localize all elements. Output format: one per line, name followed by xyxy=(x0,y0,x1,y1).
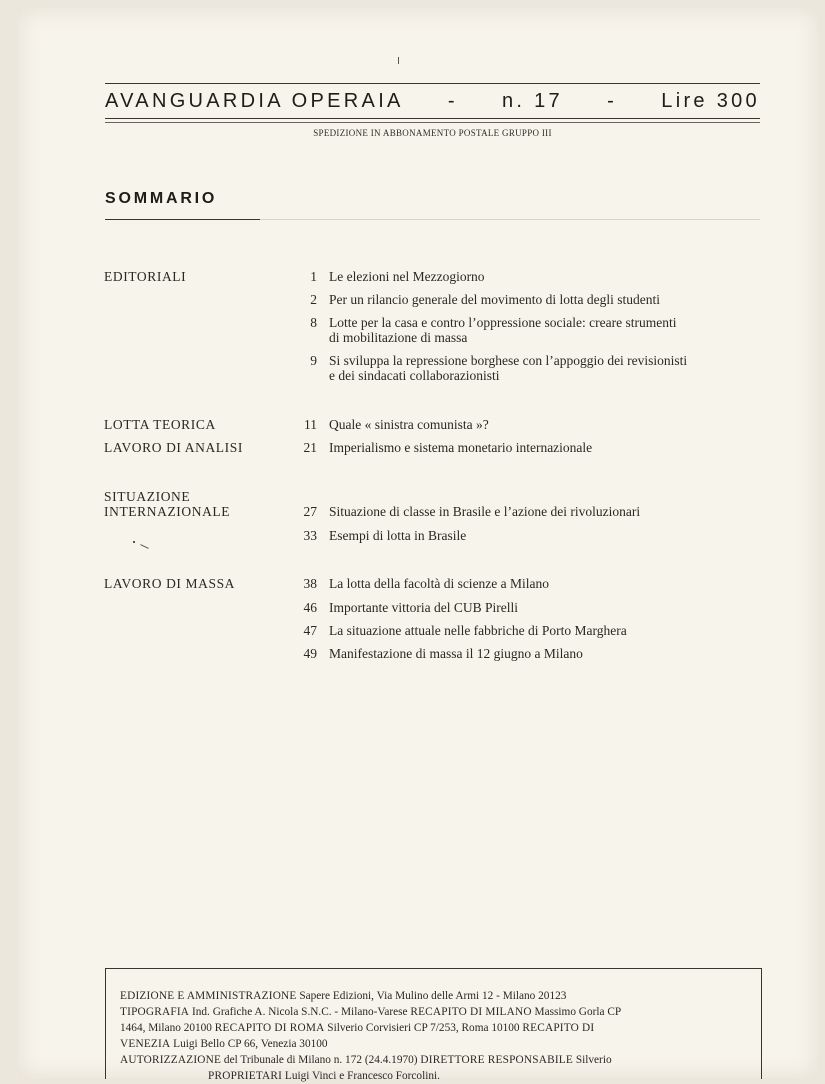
toc-category: SITUAZIONE xyxy=(104,489,191,504)
toc-entry-title: La lotta della facoltà di scienze a Milano xyxy=(329,576,550,591)
imprint-line xyxy=(120,1052,744,1068)
toc-page-number: 9 xyxy=(310,353,317,368)
imprint-line xyxy=(120,1020,744,1036)
toc-entry-title: La situazione attuale nelle fabbriche di Porto Marghera xyxy=(329,623,627,638)
document-page xyxy=(18,8,818,1078)
toc-entry xyxy=(329,623,769,638)
toc-page-number: 1 xyxy=(310,269,317,284)
imprint-value: Ind. Grafiche A. Nicola S.N.C. - Milano-Varese xyxy=(189,1006,411,1018)
imprint-label: RECAPITO DI xyxy=(522,1022,595,1034)
imprint-value: Luigi Bello CP 66, Venezia 30100 xyxy=(170,1038,328,1050)
issue-number: n. 17 xyxy=(502,90,563,112)
imprint-label: TIPOGRAFIA xyxy=(120,1006,190,1018)
toc-category: LAVORO DI MASSA xyxy=(104,576,236,591)
toc-entry-title: Quale « sinistra comunista »? xyxy=(329,417,489,432)
toc-page-number: 27 xyxy=(303,504,317,519)
imprint-value: Sapere Edizioni, Via Mulino delle Armi 12 - Milano 20123 xyxy=(296,990,567,1002)
toc-entry xyxy=(329,417,769,432)
toc-entry xyxy=(329,600,769,615)
masthead-separator: - xyxy=(607,90,618,112)
imprint-line xyxy=(120,988,744,1004)
toc-entry-title: Imperialismo e sistema monetario internazionale xyxy=(329,440,593,455)
imprint-value: Silverio xyxy=(573,1054,612,1066)
toc-entry-title-cont: e dei sindacati collaborazionisti xyxy=(329,368,500,383)
masthead-bottom-rule xyxy=(105,118,760,119)
toc-page-number: 11 xyxy=(304,417,317,432)
toc-page-number: 49 xyxy=(303,646,317,661)
toc-page-number: 8 xyxy=(310,315,317,330)
imprint-value: Luigi Vinci e Francesco Forcolini. xyxy=(282,1070,440,1082)
imprint-label: AUTORIZZAZIONE xyxy=(120,1054,222,1066)
scan-speck xyxy=(398,57,399,64)
toc-page-number: 46 xyxy=(303,600,317,615)
imprint-label: RECAPITO DI MILANO xyxy=(410,1006,532,1018)
imprint-label: PROPRIETARI xyxy=(208,1070,283,1082)
masthead-bottom-rule-2 xyxy=(105,122,760,123)
toc-entry-title-cont: di mobilitazione di massa xyxy=(329,330,468,345)
toc-entry-title: Situazione di classe in Brasile e l’azione dei rivoluzionari xyxy=(329,504,641,519)
toc-category: INTERNAZIONALE xyxy=(104,504,231,519)
imprint-value: del Tribunale di Milano n. 172 (24.4.1970) xyxy=(221,1054,421,1066)
section-rule xyxy=(105,219,260,220)
imprint-label: DIRETTORE RESPONSABILE xyxy=(420,1054,574,1066)
imprint-line xyxy=(120,1068,744,1084)
masthead xyxy=(105,90,760,113)
toc-entry xyxy=(329,528,769,543)
imprint-label: EDIZIONE E AMMINISTRAZIONE xyxy=(120,990,297,1002)
toc-page-number: 2 xyxy=(310,292,317,307)
toc-entry-title: Esempi di lotta in Brasile xyxy=(329,528,467,543)
toc-entry xyxy=(329,440,769,455)
toc-page-number: 38 xyxy=(303,576,317,591)
toc-entry-title: Si sviluppa la repressione borghese con l’appoggio dei revisionisti xyxy=(329,353,688,368)
imprint-value: 1464, Milano 20100 xyxy=(120,1022,215,1034)
toc-entry-title: Le elezioni nel Mezzogiorno xyxy=(329,269,485,284)
imprint-line xyxy=(120,1004,744,1020)
imprint-line xyxy=(120,1036,744,1052)
imprint-value: Massimo Gorla CP xyxy=(531,1006,622,1018)
masthead-top-rule xyxy=(105,83,760,84)
toc-entry xyxy=(329,504,769,519)
toc-entry-title: Importante vittoria del CUB Pirelli xyxy=(329,600,518,615)
imprint-value: Silverio Corvisieri CP 7/253, Roma 10100 xyxy=(324,1022,523,1034)
postal-subtitle: SPEDIZIONE IN ABBONAMENTO POSTALE GRUPPO III xyxy=(313,128,552,138)
toc-entry-title: Lotte per la casa e contro l’oppressione sociale: creare strumenti xyxy=(329,315,677,330)
toc-entry-title: Per un rilancio generale del movimento di lotta degli studenti xyxy=(329,292,661,307)
section-title: SOMMARIO xyxy=(105,190,218,207)
toc-entry xyxy=(329,353,769,383)
toc-entry xyxy=(329,269,769,284)
toc-page-number: 47 xyxy=(303,623,317,638)
toc-category: LOTTA TEORICA xyxy=(104,417,216,432)
toc-page-number: 33 xyxy=(303,528,317,543)
section-rule-light xyxy=(260,219,760,220)
issue-price: Lire 300 xyxy=(661,90,760,112)
journal-title: AVANGUARDIA OPERAIA xyxy=(105,90,404,112)
toc-page-number: 21 xyxy=(303,440,317,455)
toc-category: LAVORO DI ANALISI xyxy=(104,440,243,455)
imprint-label: RECAPITO DI ROMA xyxy=(214,1022,325,1034)
imprint-label: VENEZIA xyxy=(120,1038,171,1050)
imprint-text xyxy=(120,988,744,1084)
masthead-separator: - xyxy=(447,90,458,112)
toc-entry xyxy=(329,576,769,591)
toc-entry xyxy=(329,315,769,345)
toc-category: EDITORIALI xyxy=(104,269,187,284)
toc-entry-title: Manifestazione di massa il 12 giugno a Milano xyxy=(329,646,583,661)
toc-entry xyxy=(329,292,769,307)
toc-entry xyxy=(329,646,769,661)
